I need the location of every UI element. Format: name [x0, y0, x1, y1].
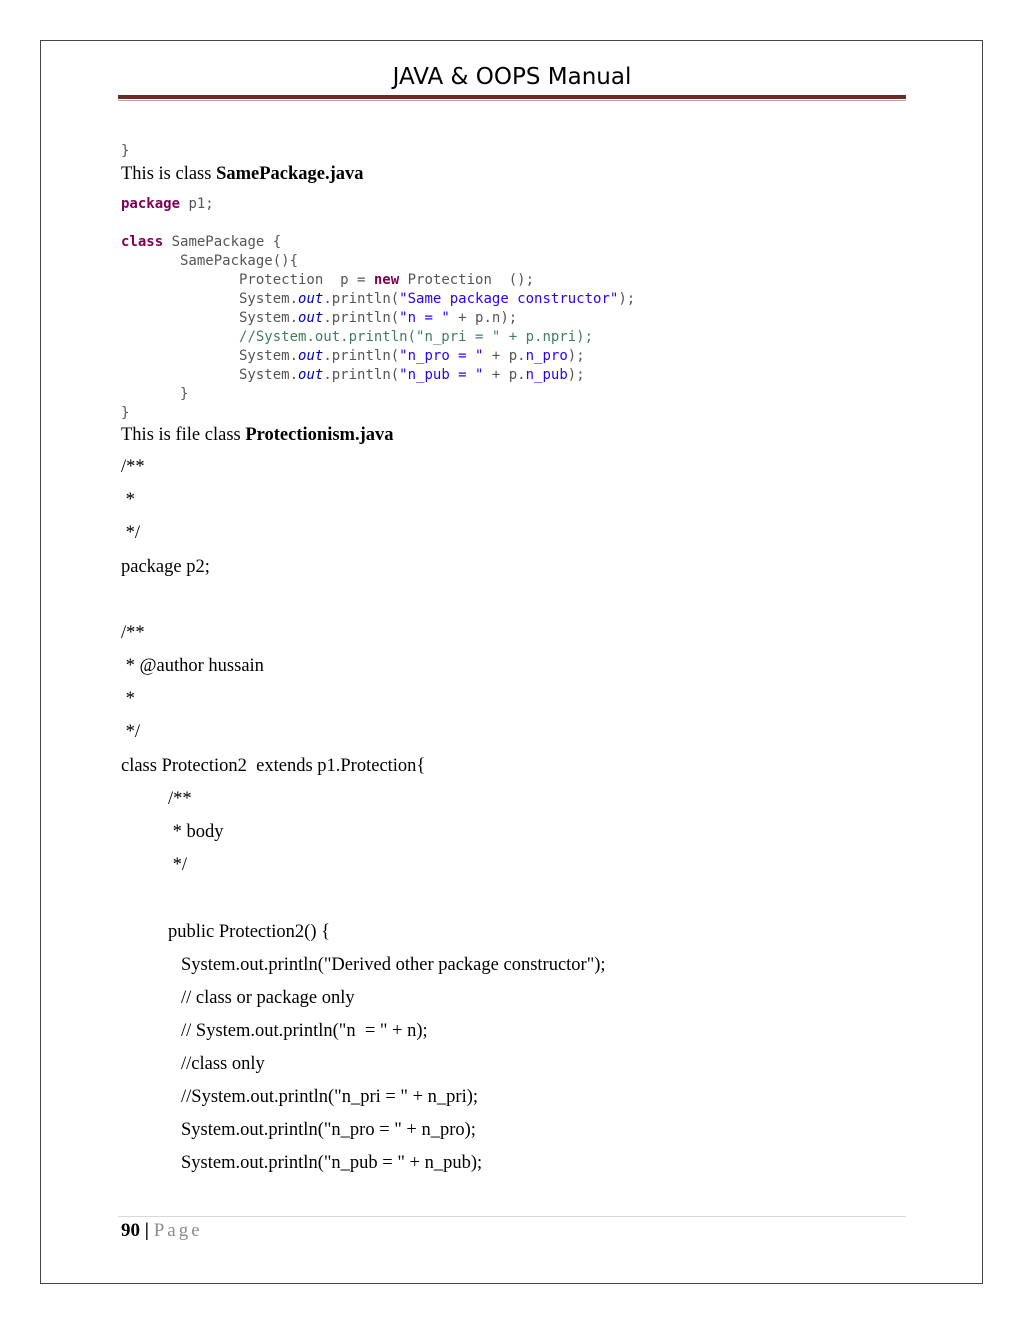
- section-caption-samepackage: [121, 162, 364, 186]
- code-string: "n_pub = ": [399, 367, 484, 383]
- code-text-line: package p2;: [121, 557, 210, 577]
- code-static-field: out: [298, 291, 324, 307]
- code-text: .println(: [323, 310, 400, 326]
- code-string: "Same package constructor": [399, 291, 619, 307]
- code-field: n_pub: [525, 367, 568, 383]
- code-line: [121, 329, 593, 345]
- code-text-line: class Protection2 extends p1.Protection{: [121, 756, 426, 776]
- code-text-line: // System.out.println("n = " + n);: [181, 1021, 428, 1041]
- code-text-line: //System.out.println("n_pri = " + n_pri);: [181, 1087, 479, 1107]
- code-text: [121, 329, 239, 345]
- code-text-line: // class or package only: [181, 988, 355, 1008]
- code-line: }: [121, 405, 130, 421]
- code-text: System.: [121, 310, 299, 326]
- code-text-line: System.out.println("n_pro = " + n_pro);: [181, 1120, 476, 1140]
- code-text-line: System.out.println("Derived other package constructor");: [181, 955, 606, 975]
- code-text: );: [567, 367, 585, 383]
- code-string: "n_pro = ": [399, 348, 484, 364]
- code-text: );: [618, 291, 636, 307]
- code-text: System.: [121, 348, 299, 364]
- code-text-line: *: [121, 689, 135, 709]
- code-keyword: package: [121, 196, 181, 212]
- code-text: );: [567, 348, 585, 364]
- code-line: }: [121, 386, 189, 402]
- code-string: "n = ": [399, 310, 450, 326]
- code-keyword: class: [121, 234, 164, 250]
- code-text-line: System.out.println("n_pub = " + n_pub);: [181, 1153, 483, 1173]
- code-block-samepackage: [121, 233, 635, 423]
- code-text-line: */: [168, 855, 188, 875]
- section-caption-protectionism: [121, 423, 393, 447]
- code-text: + p.: [483, 367, 526, 383]
- code-line: [121, 310, 517, 326]
- code-text: .println(: [323, 367, 400, 383]
- page-label: Page: [153, 1220, 203, 1241]
- code-text-line: public Protection2() {: [168, 922, 330, 942]
- code-text: System.: [121, 291, 299, 307]
- code-text-line: */: [121, 523, 141, 543]
- code-line: SamePackage(){: [121, 253, 299, 269]
- code-text: + p.: [483, 348, 526, 364]
- code-text-line: */: [121, 722, 141, 742]
- caption-filename: Protectionism.java: [245, 425, 394, 445]
- code-closing-brace: }: [121, 143, 130, 159]
- code-text-line: *: [121, 490, 135, 510]
- code-text: + p.n);: [449, 310, 518, 326]
- page-footer: [121, 1219, 203, 1243]
- code-static-field: out: [298, 367, 324, 383]
- code-text-line: * body: [168, 822, 224, 842]
- code-line: [121, 348, 585, 364]
- header-rule-thick: [118, 95, 906, 99]
- caption-prefix: This is class: [121, 164, 217, 184]
- code-text-line: /**: [121, 457, 145, 477]
- page-header-title: JAVA & OOPS Manual: [392, 64, 632, 90]
- code-text-line: /**: [168, 789, 192, 809]
- caption-filename: SamePackage.java: [216, 164, 364, 184]
- code-line: [121, 234, 281, 250]
- code-field: n_pro: [525, 348, 568, 364]
- code-text: Protection ();: [399, 272, 535, 288]
- code-text: SamePackage {: [163, 234, 282, 250]
- code-comment: //System.out.println("n_pri = " + p.npri);: [239, 329, 594, 345]
- page-separator: |: [140, 1220, 154, 1241]
- code-text: .println(: [323, 348, 400, 364]
- code-text: Protection p =: [121, 272, 374, 288]
- code-keyword: new: [373, 272, 400, 288]
- code-line-package: [121, 195, 214, 214]
- page-number: 90: [121, 1220, 140, 1241]
- code-text-line: * @author hussain: [121, 656, 264, 676]
- footer-rule: [118, 1216, 906, 1217]
- code-static-field: out: [298, 310, 324, 326]
- code-static-field: out: [298, 348, 324, 364]
- code-text-line: //class only: [181, 1054, 265, 1074]
- header-rule-thin: [118, 100, 906, 101]
- code-text-line: /**: [121, 623, 145, 643]
- code-line: [121, 367, 585, 383]
- code-text: p1;: [180, 196, 214, 212]
- code-text: .println(: [323, 291, 400, 307]
- caption-prefix: This is file class: [121, 425, 246, 445]
- code-text: System.: [121, 367, 299, 383]
- code-line: [121, 272, 534, 288]
- code-line: [121, 291, 635, 307]
